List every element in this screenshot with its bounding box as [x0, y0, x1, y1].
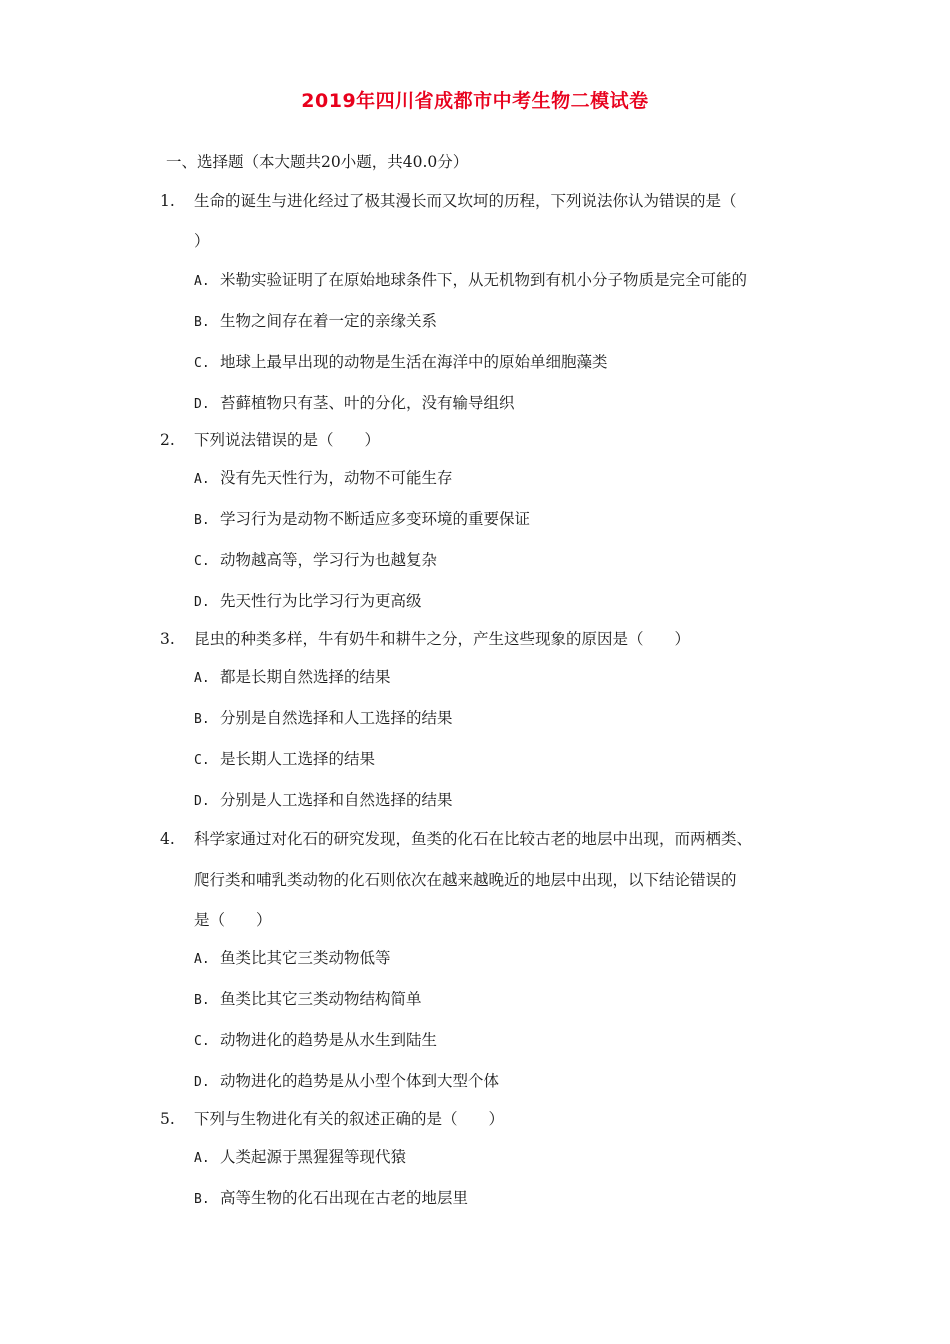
option — [194, 591, 422, 613]
option-text: 没有先天性行为，动物不可能生存 — [220, 469, 453, 487]
option — [194, 1030, 437, 1052]
option-text: 鱼类比其它三类动物结构简单 — [220, 990, 422, 1008]
option-text: 生物之间存在着一定的亲缘关系 — [220, 312, 438, 330]
option — [194, 352, 608, 374]
option-letter: D. — [194, 595, 210, 610]
option-letter: B. — [194, 1192, 210, 1207]
question-stem: 下列与生物进化有关的叙述正确的是（ ） — [194, 1110, 505, 1128]
option — [194, 749, 375, 771]
option-text: 鱼类比其它三类动物低等 — [220, 949, 391, 967]
option-text: 学习行为是动物不断适应多变环境的重要保证 — [220, 510, 531, 528]
question-stem: 是（ ） — [194, 911, 272, 929]
option — [194, 1147, 406, 1169]
option-text: 人类起源于黑猩猩等现代猿 — [220, 1148, 407, 1166]
option — [194, 1188, 468, 1210]
question-stem: 昆虫的种类多样，牛有奶牛和耕牛之分，产生这些现象的原因是（ ） — [194, 630, 691, 648]
option — [194, 270, 747, 292]
question-number: 3. — [160, 630, 175, 648]
option — [194, 948, 391, 970]
option-letter: C. — [194, 554, 210, 569]
option-text: 高等生物的化石出现在古老的地层里 — [220, 1189, 469, 1207]
question-number: 1. — [160, 192, 175, 210]
option-text: 苔藓植物只有茎、叶的分化，没有输导组织 — [220, 394, 515, 412]
option-letter: B. — [194, 712, 210, 727]
option-text: 地球上最早出现的动物是生活在海洋中的原始单细胞藻类 — [220, 353, 608, 371]
question-stem: 科学家通过对化石的研究发现，鱼类的化石在比较古老的地层中出现，而两栖类、 — [194, 830, 753, 848]
option-letter: B. — [194, 513, 210, 528]
option-text: 是长期人工选择的结果 — [220, 750, 376, 768]
question-number: 4. — [160, 830, 175, 848]
option-text: 分别是自然选择和人工选择的结果 — [220, 709, 453, 727]
option-text: 动物越高等，学习行为也越复杂 — [220, 551, 438, 569]
option-letter: B. — [194, 315, 210, 330]
section-heading: 一、选择题（本大题共20小题，共40.0分） — [166, 153, 469, 171]
option-letter: A. — [194, 472, 210, 487]
option-letter: D. — [194, 794, 210, 809]
option-text: 都是长期自然选择的结果 — [220, 668, 391, 686]
option — [194, 509, 530, 531]
option — [194, 311, 437, 333]
option-letter: A. — [194, 671, 210, 686]
option — [194, 468, 453, 490]
question-number: 2. — [160, 431, 175, 449]
option-letter: D. — [194, 1075, 210, 1090]
option-letter: C. — [194, 1034, 210, 1049]
option — [194, 667, 391, 689]
exam-title: 2019年四川省成都市中考生物二模试卷 — [301, 90, 649, 112]
option-letter: A. — [194, 952, 210, 967]
option — [194, 550, 437, 572]
option — [194, 989, 422, 1011]
question-stem: 生命的诞生与进化经过了极其漫长而又坎坷的历程，下列说法你认为错误的是（ — [194, 192, 737, 210]
option-text: 先天性行为比学习行为更高级 — [220, 592, 422, 610]
question-number: 5. — [160, 1110, 175, 1128]
option — [194, 1071, 499, 1093]
option-letter: B. — [194, 993, 210, 1008]
option-letter: C. — [194, 356, 210, 371]
option-text: 分别是人工选择和自然选择的结果 — [220, 791, 453, 809]
option — [194, 790, 453, 812]
option-text: 动物进化的趋势是从小型个体到大型个体 — [220, 1072, 500, 1090]
option-text: 米勒实验证明了在原始地球条件下，从无机物到有机小分子物质是完全可能的 — [220, 271, 748, 289]
question-stem: ） — [194, 232, 210, 250]
option-letter: D. — [194, 397, 210, 412]
option-text: 动物进化的趋势是从水生到陆生 — [220, 1031, 438, 1049]
question-stem: 爬行类和哺乳类动物的化石则依次在越来越晚近的地层中出现，以下结论错误的 — [194, 871, 737, 889]
option-letter: A. — [194, 1151, 210, 1166]
option — [194, 708, 453, 730]
option — [194, 393, 515, 415]
option-letter: A. — [194, 274, 210, 289]
option-letter: C. — [194, 753, 210, 768]
question-stem: 下列说法错误的是（ ） — [194, 431, 381, 449]
